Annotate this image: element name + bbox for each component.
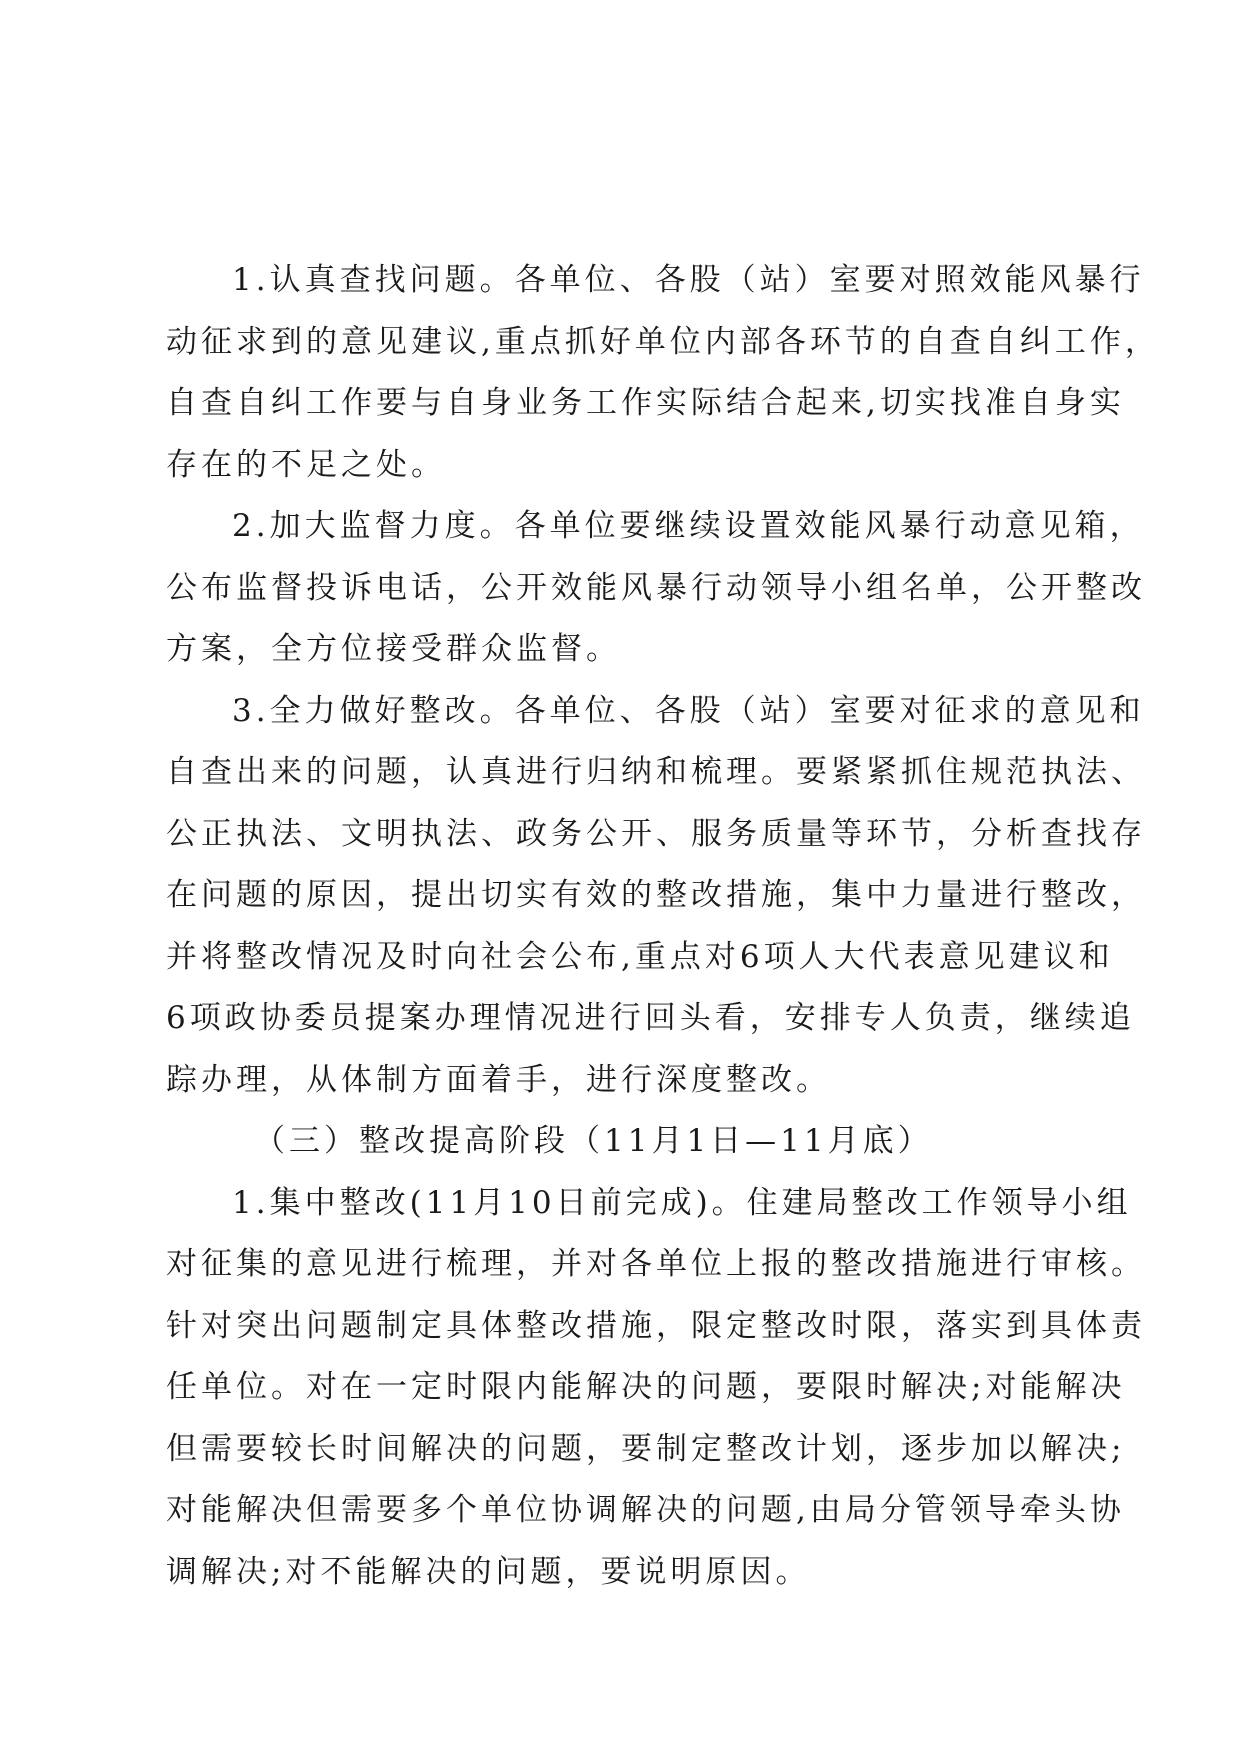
paragraph-2 xyxy=(166,496,1146,681)
paragraph-line: 1.认真查找问题。各单位、各股（站）室要对照效能风暴行 xyxy=(232,262,1145,298)
paragraph-line: 方案，全方位接受群众监督。 xyxy=(166,631,621,667)
paragraph-line: 但需要较长时间解决的问题，要制定整改计划，逐步加以解决; xyxy=(166,1430,1126,1467)
paragraph-line: 存在的不足之处。 xyxy=(166,446,446,483)
paragraph-line: 踪办理，从体制方面着手，进行深度整改。 xyxy=(166,1061,831,1098)
paragraph-line: 公布监督投诉电话，公开效能风暴行动领导小组名单，公开整改 xyxy=(166,569,1146,606)
paragraph-line: 针对突出问题制定具体整改措施，限定整改时限，落实到具体责 xyxy=(166,1307,1146,1344)
paragraph-line: 并将整改情况及时向社会公布,重点对6项人大代表意见建议和 xyxy=(166,938,1114,975)
paragraph-line: 动征求到的意见建议,重点抓好单位内部各环节的自查自纠工作， xyxy=(166,323,1160,360)
section-heading-text: （三）整改提高阶段（11月1日—11月底） xyxy=(254,1123,933,1159)
paragraph-1 xyxy=(166,250,1160,496)
paragraph-4 xyxy=(166,1173,1146,1604)
paragraph-line: 对征集的意见进行梳理，并对各单位上报的整改措施进行审核。 xyxy=(166,1246,1146,1282)
document-body xyxy=(166,250,1160,1603)
paragraph-line: 2.加大监督力度。各单位要继续设置效能风暴行动意见箱， xyxy=(232,508,1145,544)
paragraph-line: 3.全力做好整改。各单位、各股（站）室要对征求的意见和 xyxy=(232,692,1145,729)
paragraph-3 xyxy=(166,681,1146,1112)
paragraph-line: 自查出来的问题，认真进行归纳和梳理。要紧紧抓住规范执法、 xyxy=(166,754,1146,790)
paragraph-line: 1.集中整改(11月10日前完成)。住建局整改工作领导小组 xyxy=(232,1184,1132,1221)
paragraph-line: 自查自纠工作要与自身业务工作实际结合起来,切实找准自身实 xyxy=(166,385,1125,421)
paragraph-line: 在问题的原因，提出切实有效的整改措施，集中力量进行整改， xyxy=(166,877,1146,913)
paragraph-line: 6项政协委员提案办理情况进行回头看，安排专人负责，继续追 xyxy=(166,1000,1135,1036)
paragraph-line: 调解决;对不能解决的问题，要说明原因。 xyxy=(166,1553,811,1590)
paragraph-line: 任单位。对在一定时限内能解决的问题，要限时解决;对能解决 xyxy=(166,1369,1126,1405)
paragraph-line: 公正执法、文明执法、政务公开、服务质量等环节，分析查找存 xyxy=(166,815,1146,852)
section-heading xyxy=(166,1111,1086,1173)
paragraph-line: 对能解决但需要多个单位协调解决的问题,由局分管领导牵头协 xyxy=(166,1492,1125,1528)
